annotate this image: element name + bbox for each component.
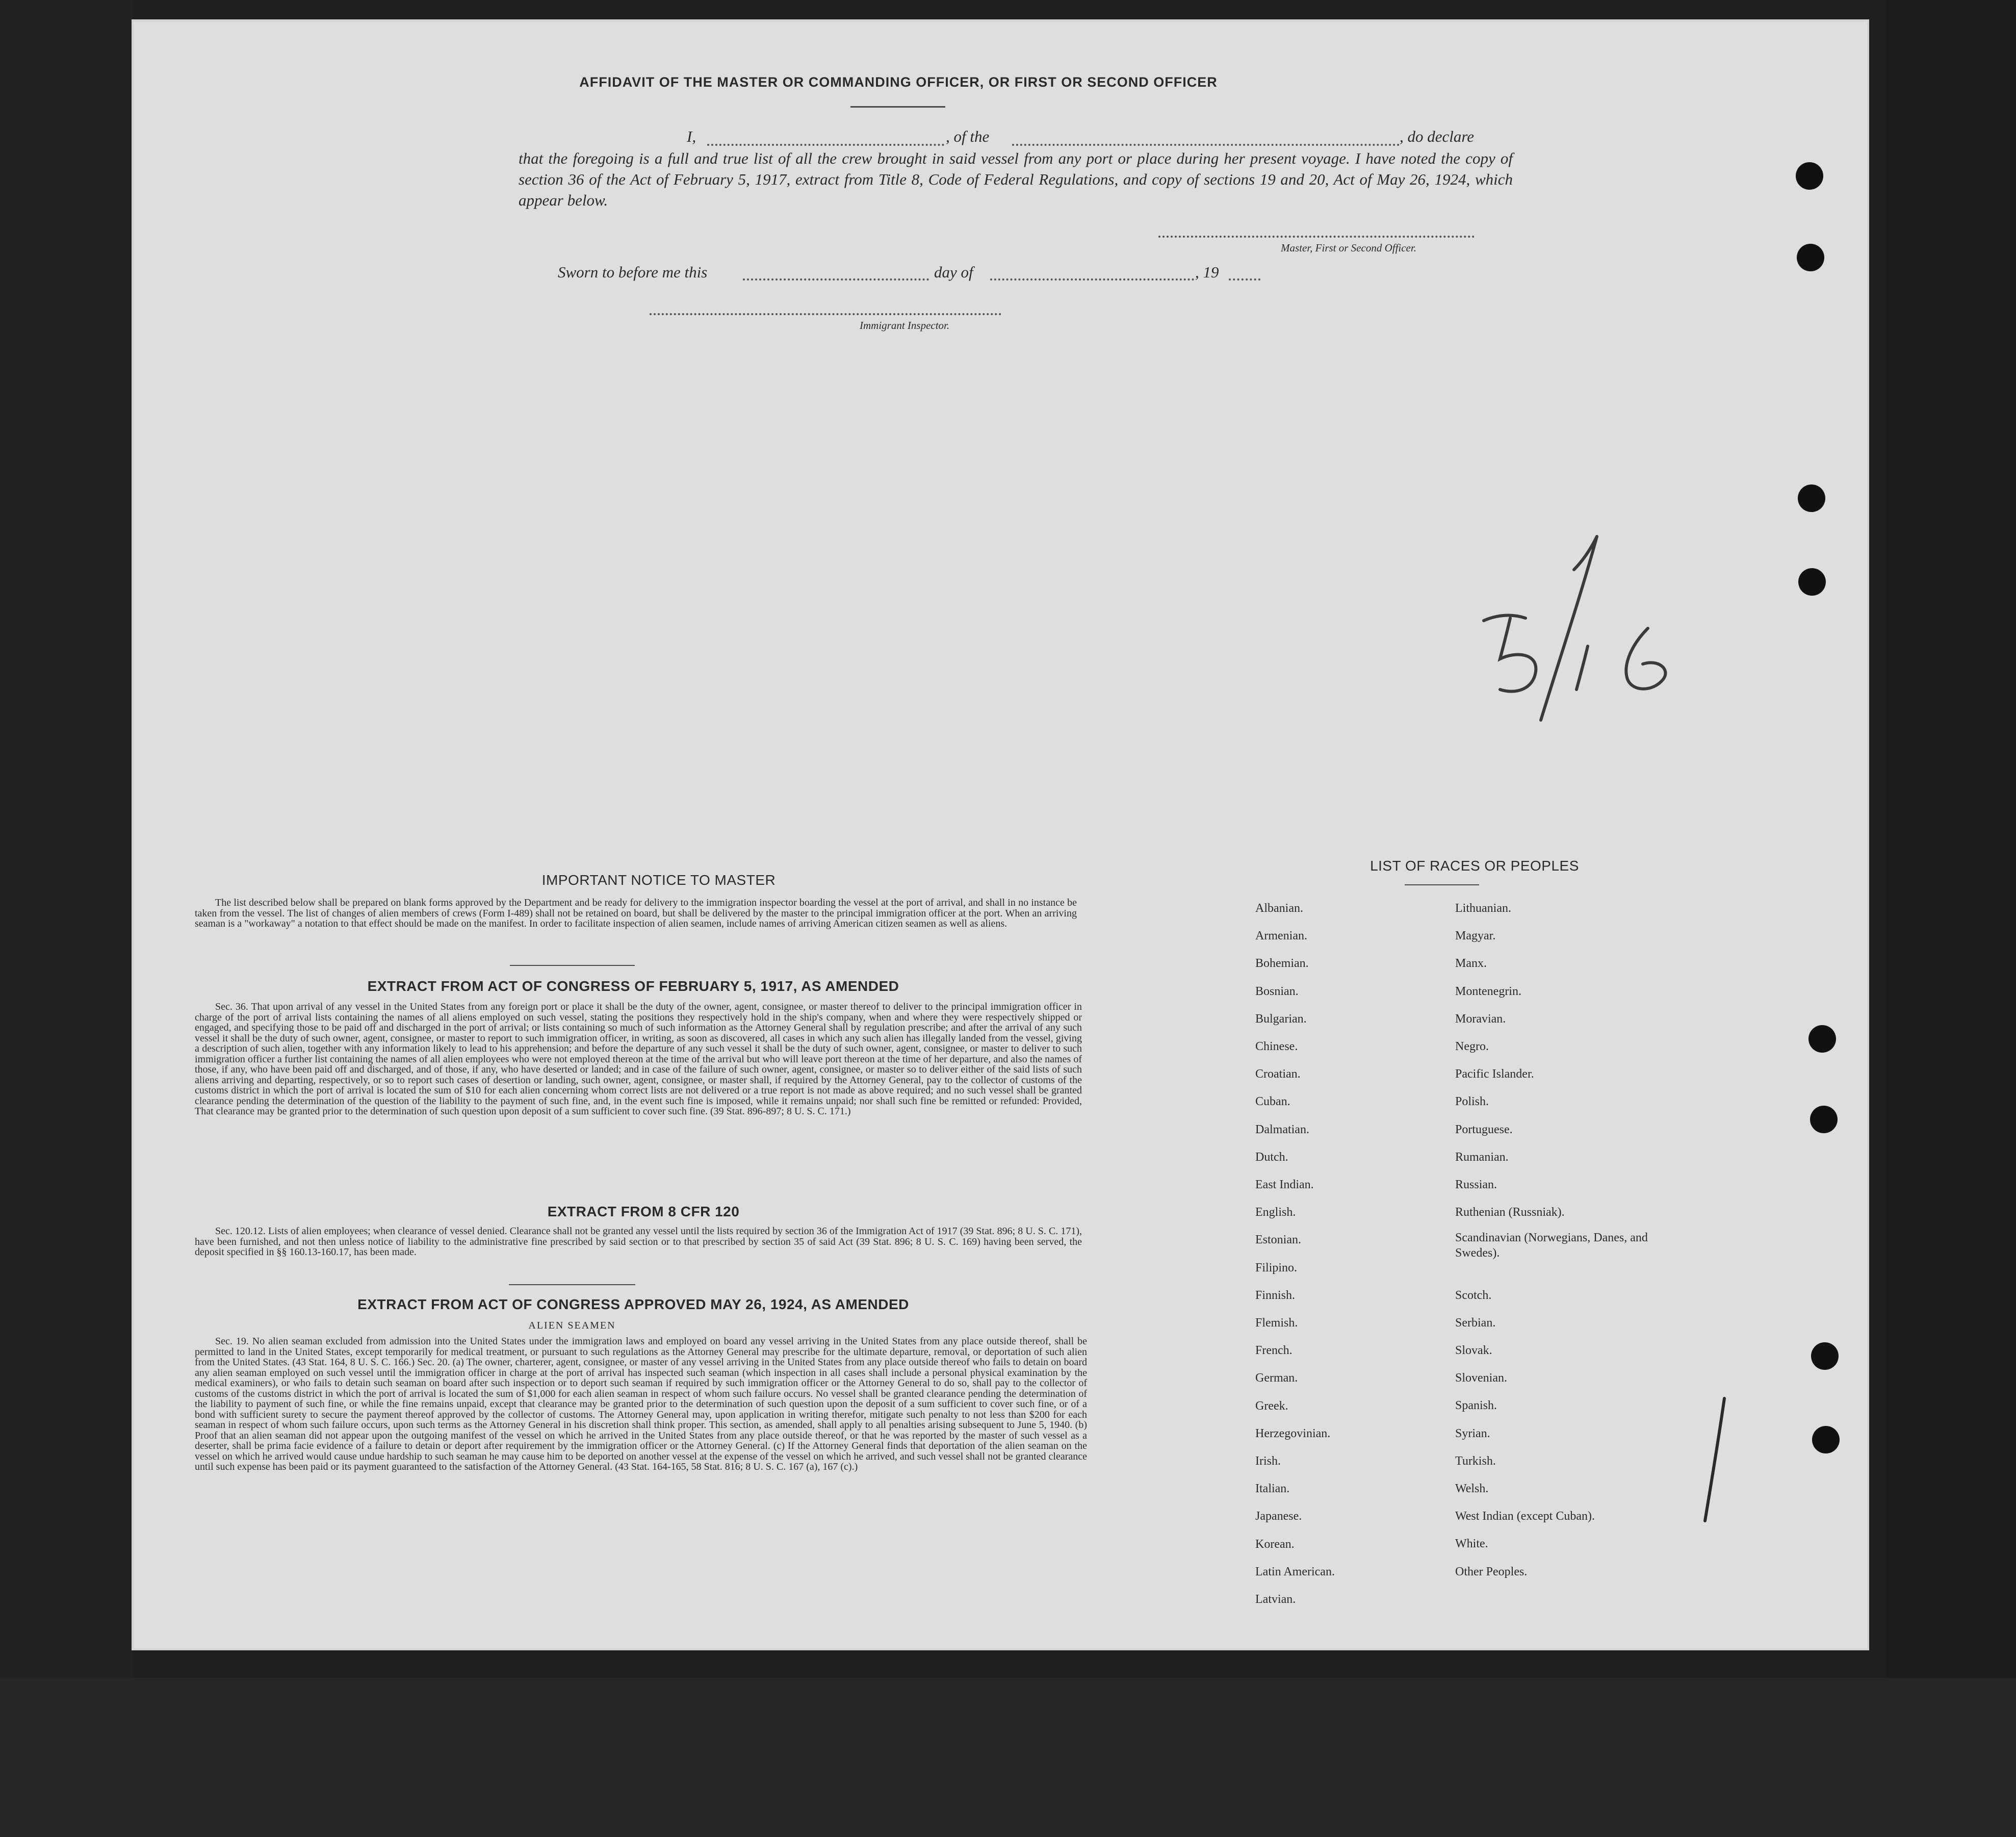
race-item: English. — [1255, 1206, 1296, 1219]
race-item: Moravian. — [1455, 1012, 1506, 1026]
race-item: Portuguese. — [1455, 1122, 1513, 1136]
punch-hole — [1798, 484, 1825, 512]
race-item: Slovak. — [1455, 1344, 1492, 1358]
race-item: Italian. — [1255, 1482, 1290, 1496]
race-item: Finnish. — [1255, 1288, 1296, 1302]
race-item: Russian. — [1455, 1178, 1497, 1192]
race-item: Irish. — [1255, 1455, 1281, 1468]
races-title: LIST OF RACES OR PEOPLES — [1370, 858, 1579, 874]
sworn-year-blank[interactable] — [1229, 278, 1260, 280]
affidavit-body: that the foregoing is a full and true list of all the crew brought in said vessel from any port or place during her present voyage. I have noted the copy of section 36 of the Act of February 5, 1917, extract from Title 8, Code of Federal Regulations, and copy of sections 19 and 20, Act of May 26, 1924, which appear below. — [519, 149, 1513, 209]
race-item: Turkish. — [1455, 1454, 1496, 1468]
divider — [510, 965, 635, 966]
race-item: Dutch. — [1255, 1150, 1288, 1164]
handwritten-fraction — [1480, 521, 1714, 735]
race-item: French. — [1255, 1344, 1293, 1358]
race-item: Polish. — [1455, 1095, 1489, 1109]
sworn-month-blank[interactable] — [990, 278, 1194, 280]
name-blank[interactable] — [707, 144, 944, 146]
race-item: Pacific Islander. — [1455, 1067, 1534, 1081]
race-item: Rumanian. — [1455, 1150, 1509, 1164]
race-item: Estonian. — [1255, 1233, 1301, 1247]
extract-1924-title: EXTRACT FROM ACT OF CONGRESS APPROVED MAY 26, 1924, AS AMENDED — [357, 1296, 909, 1312]
scan-background-left — [0, 0, 133, 1837]
extract-1917-body: Sec. 36. That upon arrival of any vessel in the United States from any foreign port or place it shall be the duty of the owner, agent, consignee, or master thereof to deliver to the principal immigration officer in charge of the port of arrival lists containing the names of all aliens employed on such vessel, stating the positions they respectively hold in the ship's company, when and where they were respectively shipped or engaged, and specifying those to be paid off and discharged in the port of arrival; or lists containing so much of such information as the Attorney General shall by regulation prescribe; and after the arrival of any such vessel it shall be the duty of such owner, agent, consignee, or master to report to such immigration officer, in writing, as soon as discovered, all cases in which any such alien has illegally landed from the vessel, giving a description of such alien, together with any information likely to lead to his apprehension; and before the departure of any such vessel it shall be the duty of such owner, agent, consignee, or master to deliver to such immigration officer a further list containing the names of all alien employees who were not employed thereon at the time of the arrival but who will leave port thereon at the time of her departure, and also the names of those, if any, who have been paid off and discharged, and of those, if any, who have deserted or landed; and in case of the failure of such owner, agent, consignee, or master so to deliver either of the said lists of such aliens arriving and departing, respectively, or so to report such cases of desertion or landing, such owner, agent, consignee, or master shall, if required by the Attorney General, pay to the collector of customs of the customs district in which the port of arrival is located the sum of $10 for each alien concerning whom correct lists are not delivered or a true report is not made as above required; and no such vessel shall be granted clearance pending the determination of the question of the liability to the payment of such fine, and, in the event such fine is imposed, while it remains unpaid; nor shall such fine be remitted or refunded: Provided, That clearance may be granted prior to the determination of such question upon deposit of a sum sufficient to cover such fine. (39 Stat. 896-897; 8 U. S. C. 171.) — [195, 1001, 1082, 1117]
scan-background-right — [1886, 0, 2016, 1837]
race-item: Other Peoples. — [1455, 1565, 1528, 1578]
punch-hole — [1812, 1426, 1840, 1453]
punch-hole — [1811, 1342, 1839, 1370]
race-item: Albanian. — [1255, 902, 1303, 915]
race-item: Armenian. — [1255, 929, 1307, 943]
punch-hole — [1798, 568, 1826, 596]
sworn-day-blank[interactable] — [743, 278, 929, 280]
race-item: East Indian. — [1255, 1178, 1314, 1192]
race-item: Chinese. — [1255, 1040, 1298, 1054]
race-item: Montenegrin. — [1455, 984, 1521, 998]
race-item: Bulgarian. — [1255, 1012, 1307, 1026]
affidavit-of-the: , of the — [946, 127, 990, 145]
divider — [509, 1284, 635, 1285]
extract-cfr-body: Sec. 120.12. Lists of alien employees; when clearance of vessel denied. Clearance shall not be granted any vessel until the lists required by section 36 of the Immigration Act of 1917 (39 Stat. 896; 8 U. S. C. 171), have been furnished, and not then unless notice of liability to the administrative fine prescribed by said section or to that prescribed by section 35 of said Act (39 Stat. 896; 8 U. S. C. 169) having been served, the deposit specified in §§ 160.13-160.17, has been made. — [195, 1226, 1082, 1258]
notice-title: IMPORTANT NOTICE TO MASTER — [541, 872, 776, 888]
scan-background-bottom — [0, 1678, 2016, 1837]
affidavit-i: I, — [687, 127, 696, 145]
race-item: Cuban. — [1255, 1095, 1290, 1109]
inspector-caption: Immigrant Inspector. — [860, 319, 950, 331]
handwritten-tick — [1700, 1393, 1730, 1526]
document-page — [134, 21, 1867, 1648]
inspector-signature-blank[interactable] — [650, 313, 1001, 315]
race-item: Dalmatian. — [1255, 1122, 1309, 1136]
race-item: Syrian. — [1455, 1426, 1490, 1440]
race-item: Flemish. — [1255, 1316, 1298, 1330]
race-item: Serbian. — [1455, 1316, 1496, 1330]
race-item: Spanish. — [1455, 1399, 1497, 1413]
race-item: Slovenian. — [1455, 1371, 1507, 1385]
races-divider — [1405, 884, 1479, 885]
race-item: Lithuanian. — [1455, 902, 1511, 915]
race-item: Filipino. — [1255, 1261, 1298, 1274]
affidavit-declare: , do declare — [1400, 127, 1475, 145]
race-item: Bosnian. — [1255, 984, 1299, 998]
race-item: Latvian. — [1255, 1593, 1296, 1606]
race-item: Ruthenian (Russniak). — [1455, 1206, 1565, 1219]
punch-hole — [1796, 162, 1823, 190]
race-item: Herzegovinian. — [1255, 1426, 1331, 1440]
extract-1917-title: EXTRACT FROM ACT OF CONGRESS OF FEBRUARY 5, 1917, AS AMENDED — [367, 978, 899, 994]
race-item: White. — [1455, 1537, 1488, 1551]
punch-hole — [1797, 244, 1824, 271]
master-caption: Master, First or Second Officer. — [1281, 242, 1416, 254]
race-item: Latin American. — [1255, 1565, 1335, 1578]
race-item: Croatian. — [1255, 1067, 1301, 1081]
race-item: Bohemian. — [1255, 957, 1309, 971]
sworn-day-of: day of — [934, 263, 973, 281]
race-item: Scotch. — [1455, 1288, 1492, 1302]
race-item: Korean. — [1255, 1537, 1295, 1551]
race-item: Scandinavian (Norwegians, Danes, and Swedes). — [1455, 1231, 1648, 1260]
notice-body: The list described below shall be prepared on blank forms approved by the Department and be ready for delivery to the immigration inspector boarding the vessel at the port of arrival, and shall in no instance be taken from the vessel. The list of changes of alien members of crews (Form I-489) shall not be retained on board, but shall be delivered by the master to the principal immigration officer at the port. When an arriving seaman is a "workaway" a notation to that effect should be made on the manifest. In order to facilitate inspection of alien seamen, include names of arriving American citizen seamen as well as aliens. — [195, 897, 1077, 929]
sworn-prefix: Sworn to before me this — [558, 263, 708, 281]
extract-1924-subtitle: ALIEN SEAMEN — [528, 1320, 616, 1331]
race-item: Magyar. — [1455, 929, 1496, 943]
extract-cfr-title: EXTRACT FROM 8 CFR 120 — [547, 1204, 740, 1219]
punch-hole — [1808, 1025, 1836, 1053]
punch-hole — [1810, 1106, 1838, 1133]
master-signature-blank[interactable] — [1158, 236, 1475, 238]
race-item: West Indian (except Cuban). — [1455, 1510, 1595, 1523]
extract-1924-body: Sec. 19. No alien seaman excluded from admission into the United States under the immigration laws and employed on board any vessel arriving in the United States from any place outside thereof, shall be permitted to land in the United States, except temporarily for medical treatment, or pursuant to such regulations as the Attorney General may prescribe for the ultimate departure, removal, or deportation of such alien from the United States. (43 Stat. 164, 8 U. S. C. 166.) Sec. 20. (a) The owner, charterer, agent, consignee, or master of any vessel arriving in the United States from any place outside thereof who fails to detain on board any alien seaman employed on such vessel until the immigration officer in charge at the port of arrival has inspected such seaman (which inspection in all cases shall include a personal physical examination by the medical examiners), or who fails to detain such seaman on board after such inspection or to deport such seaman if required by such immigration officer or the Attorney General to do so, shall pay to the collector of customs of the customs district in which the port of arrival is located the sum of $1,000 for each alien seaman in respect of whom such failure occurs. No vessel shall be granted clearance pending the determination of the liability to payment of such fine, or while the fine remains unpaid, except that clearance may be granted prior to the determination of such question upon the deposit of a sum sufficient to cover such fine, or of a bond with sufficient surety to secure the payment thereof approved by the collector of customs. The Attorney General may, upon application in writing therefor, mitigate such penalty to not less than $200 for each seaman in respect of whom such failure occurs, upon such terms as the Attorney General in his discretion shall think proper. This section, as amended, shall apply to all penalties arising subsequent to June 5, 1940. (b) Proof that an alien seaman did not appear upon the outgoing manifest of the vessel on which he arrived in the United States from any place outside thereof, or that he was reported by the master of such vessel as a deserter, shall be prima facie evidence of a failure to detain or deport after requirement by the immigration officer or the Attorney General. (c) If the Attorney General finds that deportation of the alien seaman on the vessel on which he arrived would cause undue hardship to such seaman he may cause him to be deported on another vessel at the expense of the vessel on which he arrived, and such vessel shall not be granted clearance until such expense has been paid or its payment guaranteed to the satisfaction of the Attorney General. (43 Stat. 164-165, 58 Stat. 816; 8 U. S. C. 167 (a), 167 (c).) — [195, 1336, 1087, 1472]
race-item: Greek. — [1255, 1399, 1288, 1413]
race-item: Welsh. — [1455, 1482, 1489, 1496]
race-item: German. — [1255, 1371, 1298, 1385]
race-item: Negro. — [1455, 1040, 1489, 1054]
vessel-blank[interactable] — [1012, 144, 1400, 146]
races-right-column — [1455, 895, 1649, 1586]
affidavit-title: AFFIDAVIT OF THE MASTER OR COMMANDING OFFICER, OR FIRST OR SECOND OFFICER — [579, 74, 1218, 90]
title-divider — [850, 106, 945, 108]
sworn-year-prefix: , 19 — [1195, 263, 1219, 281]
races-left-column — [1255, 895, 1335, 1613]
race-item: Japanese. — [1255, 1510, 1302, 1523]
race-item: Manx. — [1455, 957, 1487, 971]
